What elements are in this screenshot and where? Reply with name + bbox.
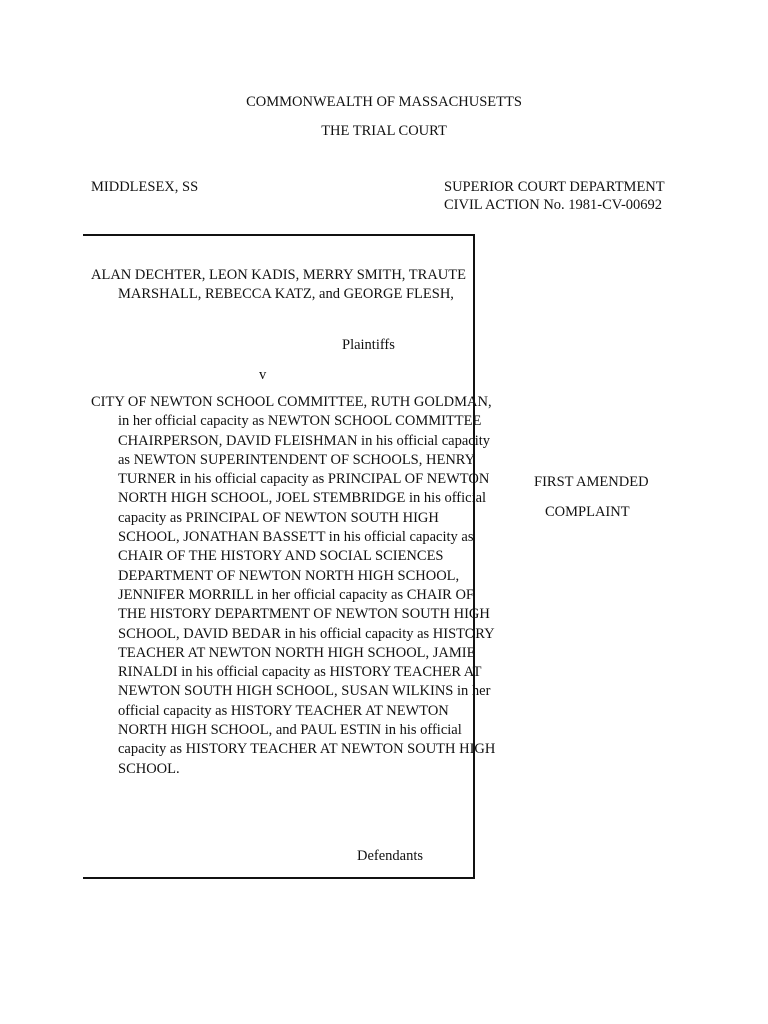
case-caption-box <box>83 234 496 879</box>
title-complaint: COMPLAINT <box>545 504 630 520</box>
title-first-amended: FIRST AMENDED <box>534 474 649 490</box>
trial-court-heading: THE TRIAL COURT <box>321 123 447 139</box>
plaintiffs-names: ALAN DECHTER, LEON KADIS, MERRY SMITH, TRAUTE MARSHALL, REBECCA KATZ, and GEORGE FLESH, <box>91 267 466 303</box>
county-venue: MIDDLESEX, SS <box>91 179 199 195</box>
court-department-block <box>444 178 665 214</box>
civil-action-number: CIVIL ACTION No. 1981-CV-00692 <box>444 197 663 213</box>
superior-court-department: SUPERIOR COURT DEPARTMENT <box>444 179 665 195</box>
defendants-label: Defendants <box>357 848 424 864</box>
plaintiffs-label: Plaintiffs <box>342 337 395 353</box>
defendants-names: CITY OF NEWTON SCHOOL COMMITTEE, RUTH GOLDMAN, in her official capacity as NEWTON SCHOOL COMMITTEE CHAIRPERSON, DAVID FLEISHMAN in his official capacity as NEWTON SUPERINTENDENT OF SCHOOLS, HENRY TURNER in his official capacity as PRINCIPAL OF NEWTON NORTH HIGH SCHOOL, JOEL STEMBRIDGE in his official capacity as PRINCIPAL OF NEWTON SOUTH HIGH SCHOOL, JONATHAN BASSETT in his official capacity as CHAIR OF THE HISTORY AND SOCIAL SCIENCES DEPARTMENT OF NEWTON NORTH HIGH SCHOOL, JENNIFER MORRILL in her official capacity as CHAIR OF THE HISTORY DEPARTMENT OF NEWTON SOUTH HIGH SCHOOL, DAVID BEDAR in his official capacity as HISTORY TEACHER AT NEWTON NORTH HIGH SCHOOL, JAMIE RINALDI in his official capacity as HISTORY TEACHER AT NEWTON SOUTH HIGH SCHOOL, SUSAN WILKINS in her official capacity as HISTORY TEACHER AT NEWTON NORTH HIGH SCHOOL, and PAUL ESTIN in his official capacity as HISTORY TEACHER AT NEWTON SOUTH HIGH SCHOOL. <box>91 394 496 777</box>
commonwealth-heading: COMMONWEALTH OF MASSACHUSETTS <box>246 94 522 110</box>
versus-label: v <box>259 367 267 383</box>
